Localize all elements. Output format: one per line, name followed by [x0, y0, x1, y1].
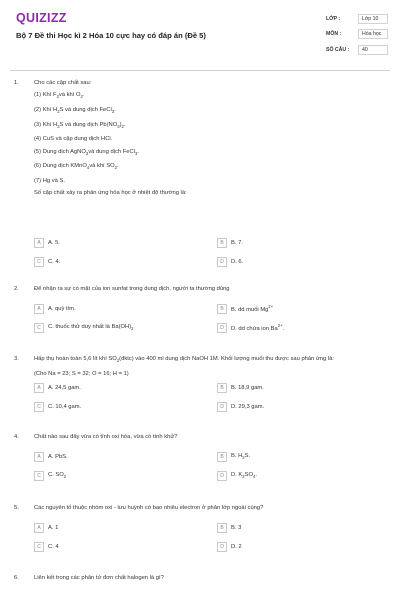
stem-line: Số cặp chất xảy ra phản ứng hóa học ở nhiệt độ thường là:: [34, 190, 187, 197]
option-letter-box: B: [217, 383, 227, 393]
option-d[interactable]: [217, 323, 284, 333]
option-text: B. 18,9 gam.: [231, 385, 264, 391]
option-letter-box: D: [217, 542, 227, 552]
option-letter-box: C: [34, 257, 44, 267]
stem-line: (2) Khí $H_2S$ và dung dịch FeCl$_3$.: [34, 106, 116, 115]
stem-line: (Cho Na = 23; S = 32; O = 16; H = 1): [34, 370, 129, 377]
option-text: C. $SO_2$: [48, 471, 67, 480]
stem-line: (5) Dung dịch AgNO$_3$và dung dịch FeCl$_3$.: [34, 148, 139, 156]
option-text: A. 1: [48, 525, 59, 531]
option-d[interactable]: [217, 402, 264, 412]
option-b[interactable]: [217, 383, 264, 393]
stem-line: (3) Khí $H_2S$ và dung dịch $Pb(NO_3)_2$.: [34, 121, 126, 129]
subject-field: Hóa học: [358, 29, 388, 39]
question-number: 4.: [14, 434, 19, 440]
option-letter-box: A: [34, 523, 44, 533]
stem-line: Các nguyên tố thuộc nhóm oxi - lưu huỳnh có bao nhiêu electron ở phân lớp ngoài cùng?: [34, 505, 264, 511]
option-letter-box: A: [34, 238, 44, 248]
class-field: Lớp 10: [358, 14, 388, 24]
option-text: A. 5.: [48, 240, 60, 246]
option-letter-box: A: [34, 383, 44, 393]
question-stem: [34, 353, 384, 380]
question-stem: [34, 431, 384, 443]
option-letter-box: C: [34, 471, 44, 481]
option-text: B. dd muối $Mg^{2+}$: [231, 304, 274, 314]
option-letter-box: B: [217, 452, 227, 462]
option-letter-box: D: [217, 257, 227, 267]
worksheet-header: [0, 0, 400, 66]
question-number: 6.: [14, 575, 19, 581]
option-letter-box: A: [34, 452, 44, 462]
option-c[interactable]: [34, 323, 134, 333]
option-letter-box: D: [217, 471, 227, 481]
stem-line: Liên kết trong các phân tử đơn chất halogen là gì?: [34, 575, 164, 581]
subject-label: MÔN :: [326, 31, 342, 37]
option-letter-box: C: [34, 542, 44, 552]
stem-line: Chất nào sau đây vừa có tính oxi hóa, vừa có tính khử?: [34, 434, 178, 440]
header-divider: [10, 70, 390, 71]
stem-line: (1) Khí $F_2và$ khí $O_2$.: [34, 92, 85, 100]
option-text: A. 24,5 gam.: [48, 385, 81, 391]
option-a[interactable]: [34, 238, 60, 248]
stem-line: Cho các cặp chất sau:: [34, 80, 92, 86]
question-number: 2.: [14, 286, 19, 292]
option-text: B. 3: [231, 525, 242, 531]
option-letter-box: D: [217, 402, 227, 412]
option-a[interactable]: [34, 523, 58, 533]
option-a[interactable]: [34, 304, 76, 314]
question-number: 3.: [14, 356, 19, 362]
option-text: D. $K_2SO_4$.: [231, 471, 257, 480]
option-b[interactable]: [217, 238, 243, 248]
option-d[interactable]: [217, 542, 242, 552]
option-text: A. PbS.: [48, 454, 68, 460]
option-text: D. 6.: [231, 258, 244, 265]
option-letter-box: A: [34, 304, 44, 314]
option-text: C. 4: [48, 543, 59, 550]
option-letter-box: B: [217, 238, 227, 248]
option-text: C. 10,4 gam.: [48, 403, 82, 410]
option-b[interactable]: [217, 523, 241, 533]
stem-line: Hấp thụ hoàn toàn 5,6 lít khí $SO_2(đktc)$ vào 400 ml dung dịch NaOH 1M. Khối lượng muối thu được sau phản ứng là:: [34, 356, 335, 364]
question-stem: [34, 502, 384, 514]
option-a[interactable]: [34, 452, 68, 462]
stem-line: (7) Hg và S.: [34, 177, 65, 184]
question-count-label: SỐ CÂU :: [326, 47, 350, 53]
stem-line: (6) Dung dịch KMnO$_4$và khí $SO_2$.: [34, 163, 119, 171]
question-stem: [34, 572, 384, 584]
worksheet-title: Bộ 7 Đề thi Học kì 2 Hóa 10 cực hay có đáp án (Đề 5): [16, 31, 206, 40]
stem-line: Để nhận ra sự có mặt của ion sunfat trong dung dịch, người ta thường dùng: [34, 286, 230, 292]
question-stem: [34, 77, 384, 199]
option-c[interactable]: [34, 542, 59, 552]
question-number: 1.: [14, 80, 19, 86]
option-letter-box: B: [217, 304, 227, 314]
class-label: LỚP :: [326, 16, 341, 22]
option-text: B. 7.: [231, 240, 243, 246]
option-letter-box: C: [34, 402, 44, 412]
question-stem: [34, 283, 384, 295]
option-text: A. quỳ tím.: [48, 306, 76, 312]
option-letter-box: C: [34, 323, 44, 333]
option-text: D. dd chứa ion $Ba^{2+}$.: [231, 323, 285, 332]
option-c[interactable]: [34, 471, 66, 481]
stem-line: (4) CuS và cặp dung dịch HCl.: [34, 136, 113, 143]
option-letter-box: D: [217, 323, 227, 333]
option-d[interactable]: [217, 257, 243, 267]
option-d[interactable]: [217, 471, 257, 481]
option-b[interactable]: [217, 452, 250, 462]
option-a[interactable]: [34, 383, 81, 393]
option-text: C. thuốc thử duy nhất là $Ba(OH)_2$: [48, 323, 134, 332]
question-number: 5.: [14, 505, 19, 511]
option-c[interactable]: [34, 402, 81, 412]
option-letter-box: B: [217, 523, 227, 533]
option-b[interactable]: [217, 304, 273, 314]
option-text: C. 4.: [48, 258, 61, 265]
option-c[interactable]: [34, 257, 60, 267]
option-text: D. 2: [231, 543, 242, 550]
quizizz-logo: QUIZIZZ: [16, 11, 67, 25]
option-text: B. $H_2S$.: [231, 453, 251, 461]
option-text: D. 29,3 gam.: [231, 403, 265, 410]
question-count-field: 40: [358, 45, 388, 55]
